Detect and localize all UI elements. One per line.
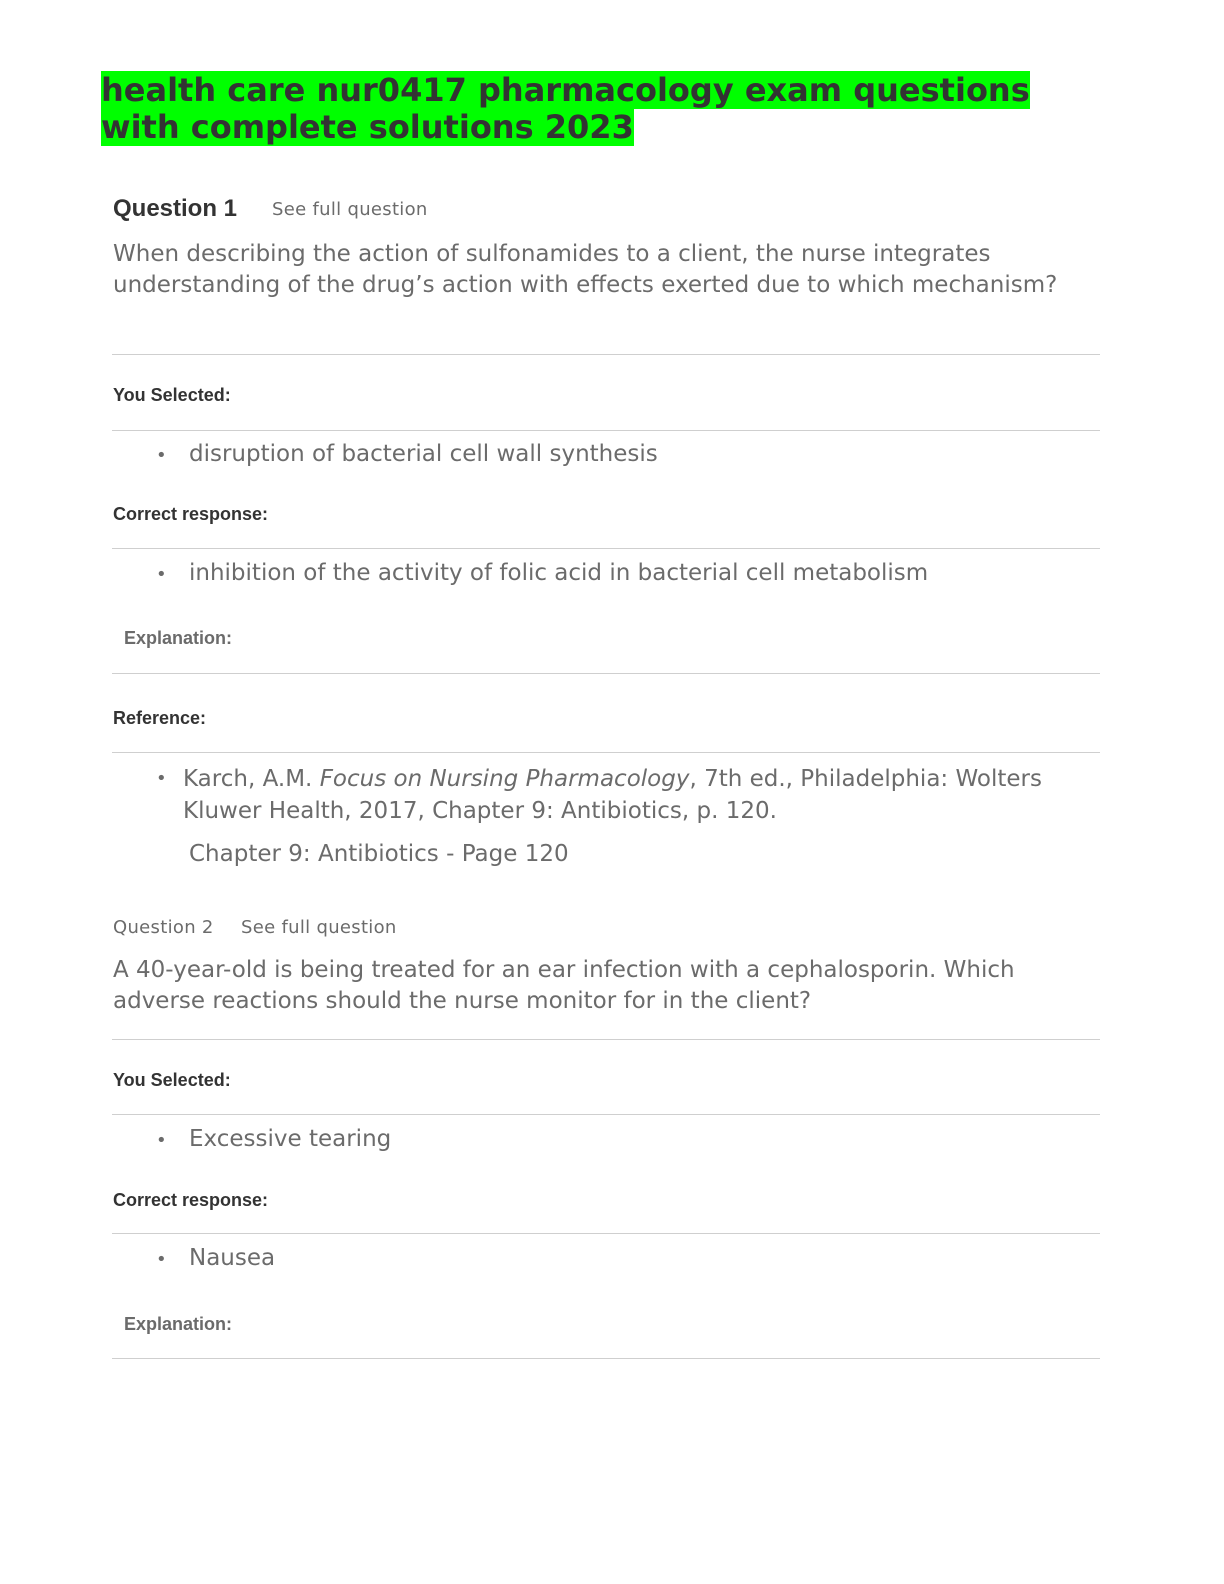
reference-citation-1	[183, 763, 1063, 827]
question-1-label: Question 1	[113, 195, 238, 222]
selected-answer-1: disruption of bacterial cell wall synthesis	[189, 441, 658, 467]
divider	[112, 1114, 1100, 1115]
explanation-label-2: Explanation:	[124, 1314, 233, 1334]
divider	[112, 1233, 1100, 1234]
correct-answer-2: Nausea	[189, 1245, 276, 1271]
divider	[112, 354, 1100, 355]
see-full-question-link-1[interactable]: See full question	[272, 199, 428, 220]
question-2-label: Question 2	[113, 917, 214, 938]
document-title-highlight: health care nur0417 pharmacology exam questions with complete solutions 2023	[101, 71, 1030, 146]
divider	[112, 1039, 1100, 1040]
reference-author: Karch, A.M.	[183, 766, 313, 792]
correct-answer-1: inhibition of the activity of folic acid in bacterial cell metabolism	[189, 560, 929, 586]
divider	[112, 548, 1100, 549]
you-selected-label-2: You Selected:	[113, 1070, 231, 1090]
bullet-icon: •	[156, 1130, 167, 1151]
correct-response-label-1: Correct response:	[113, 504, 269, 524]
selected-answer-2: Excessive tearing	[189, 1126, 392, 1152]
you-selected-label-1: You Selected:	[113, 385, 231, 405]
document-title	[101, 72, 1116, 146]
divider	[112, 752, 1100, 753]
explanation-label-1: Explanation:	[124, 628, 233, 648]
divider	[112, 673, 1100, 674]
divider	[112, 1358, 1100, 1359]
bullet-icon: •	[156, 768, 167, 789]
divider	[112, 430, 1100, 431]
reference-details: , 7th ed., Philadelphia: Wolters Kluwer Health, 2017, Chapter 9: Antibiotics, p. 120.	[183, 766, 1042, 824]
correct-response-label-2: Correct response:	[113, 1190, 269, 1210]
question-1-text: When describing the action of sulfonamides to a client, the nurse integrates understanding of the drug’s action with effects exerted due to which mechanism?	[113, 241, 1058, 298]
see-full-question-link-2[interactable]: See full question	[241, 917, 397, 938]
bullet-icon: •	[156, 445, 167, 466]
reference-label-1: Reference:	[113, 708, 207, 728]
question-2-text: A 40-year-old is being treated for an ear infection with a cephalosporin. Which adverse reactions should the nurse monitor for in the client?	[113, 957, 1015, 1014]
reference-book-title: Focus on Nursing Pharmacology	[319, 766, 690, 792]
bullet-icon: •	[156, 1249, 167, 1270]
reference-chapter-page-1: Chapter 9: Antibiotics - Page 120	[189, 841, 569, 867]
bullet-icon: •	[156, 564, 167, 585]
